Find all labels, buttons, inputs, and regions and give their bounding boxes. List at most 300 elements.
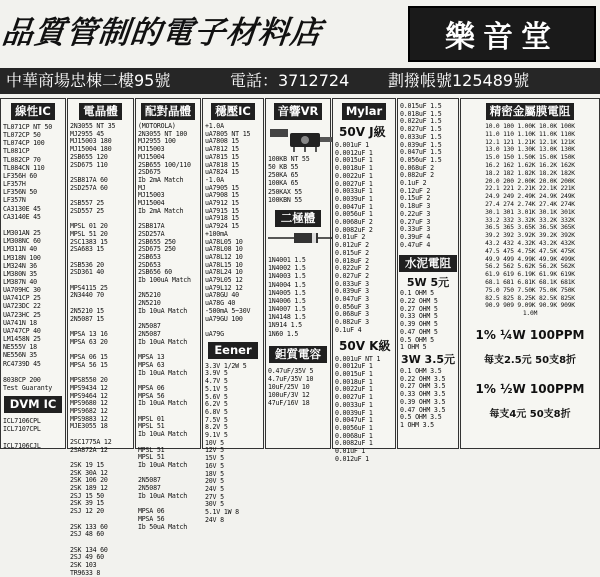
list-item: Ib 10uA Match [138, 460, 188, 469]
list-item: MPSL 01 [138, 414, 165, 423]
list-item: 2SD257A 60 [70, 183, 108, 192]
list-item: 2SJ 15 50 [70, 491, 104, 500]
list-item: uA7818 15 [205, 160, 239, 169]
list-item: 2SK 189 12 [70, 484, 108, 493]
list-item: uA7905 15 [205, 183, 239, 192]
list-item: 0.18uF 3 [400, 202, 431, 211]
list-item: 0.0068uF 1 [335, 431, 373, 440]
list-item: uA7808 15 [205, 137, 239, 146]
list-item: NE555V 18 [3, 343, 37, 352]
list-item: 0.0027uF 1 [335, 393, 373, 402]
list-item: 2N3440 70 [70, 291, 104, 300]
list-item: Ib 10uA Match [138, 368, 188, 377]
list-item: 1N914 1.5 [268, 321, 302, 330]
column-regulator [202, 98, 264, 524]
list-item: 0.0082uF 1 [335, 439, 373, 448]
matched-list [136, 123, 200, 531]
list-item: +1.0A [205, 122, 224, 130]
list-item: 0.033uF 1.5 [400, 132, 442, 141]
list-item: 100uF/3V 12 [268, 391, 310, 400]
resistor-header: 精密金屬膜電阻 [486, 103, 575, 120]
list-item: 12.1 121 1.21K 12.1K 121K [485, 138, 575, 146]
list-item: 0.0039uF 1 [335, 408, 373, 417]
list-item: 3.9V 5 [205, 369, 228, 378]
column-pot [265, 98, 331, 449]
list-item: 100KA 65 [268, 179, 299, 188]
list-item: 2SB653 [138, 252, 161, 261]
list-item: 8.2V 5 [205, 423, 228, 432]
list-item: 0.082uF 3 [335, 318, 369, 327]
list-item: 2N3055 NT 100 [138, 129, 188, 138]
resistor-spec-quarter-watt: 1% ¼W 100PPM [475, 327, 585, 342]
list-item: uA78L12 10 [205, 252, 243, 261]
list-item: 2N5087 [138, 322, 161, 331]
list-item: 0.012uF 1 [335, 454, 369, 463]
list-item: 0.1 OHM 3.5 [400, 366, 442, 375]
list-item: NE556N 35 [3, 351, 37, 360]
list-item: 0.33uF 3 [400, 225, 431, 234]
list-item: uA78L08 10 [205, 245, 243, 254]
list-item: Ib 10uA Match [138, 337, 188, 346]
cement-5w-list [398, 290, 458, 352]
list-item: 24V 5 [205, 484, 224, 493]
list-item: 1N4005 1.5 [268, 288, 306, 297]
list-item: uA7805 NT 15 [205, 129, 251, 138]
list-item [3, 221, 63, 229]
list-item: uA7908 15 [205, 191, 239, 200]
list-item: 0.47uF/35V 5 [268, 366, 314, 375]
list-item: 2SJ 49 60 [70, 553, 104, 562]
list-item: 56.2 562 5.62K 56.2K 562K [485, 263, 575, 271]
list-item: 18V 5 [205, 469, 224, 478]
list-item: 1N4003 1.5 [268, 272, 306, 281]
list-item: 10V 5 [205, 438, 224, 447]
list-item: 18.2 182 1.82K 18.2K 182K [485, 169, 575, 177]
list-item: 2SD675 110 [70, 160, 108, 169]
list-item: MPS8550 20 [70, 376, 108, 385]
zener-header: Eener [208, 342, 257, 359]
list-item: 27V 5 [205, 492, 224, 501]
column-resistor [460, 98, 600, 449]
list-item: 6.2V 5 [205, 400, 228, 409]
list-item: 36.5 365 3.65K 36.5K 365K [485, 224, 575, 232]
list-item: MPS9682 12 [70, 407, 108, 416]
list-item: 0.47 OHM 3.5 [400, 405, 446, 414]
list-item: MPSL 51 20 [70, 229, 108, 238]
list-item: 0.068uF 2 [400, 163, 434, 172]
list-item: 47uF/16V 18 [268, 399, 310, 408]
list-item: 61.9 619 6.19K 61.9K 619K [485, 271, 575, 279]
list-item: TL084CN 110 [3, 163, 45, 172]
list-item: MPSL 01 20 [70, 222, 108, 231]
list-item: UA741N 18 [3, 318, 37, 327]
list-item: TL074CP 100 [3, 139, 45, 148]
list-item: 2SD361 40 [70, 268, 104, 277]
list-item: uA7912 15 [205, 199, 239, 208]
column-mylar [332, 98, 396, 463]
list-item: CA3130E 45 [3, 204, 41, 213]
list-item: MPSL 51 [138, 453, 165, 462]
list-item: 30.1 301 3.01K 30.1K 301K [485, 208, 575, 216]
list-item: 0.056uF 1.5 [400, 155, 442, 164]
list-item: UA723DC 22 [3, 302, 41, 311]
list-item: TL081CP [3, 147, 30, 156]
list-item: 1N4004 1.5 [268, 280, 306, 289]
list-item: 0.0033uF 1 [335, 187, 373, 196]
list-item: 0.27uF 3 [400, 217, 431, 226]
list-item: 2N5210 [138, 291, 161, 300]
list-item: 0.0015uF 1 [335, 156, 373, 165]
list-item: 0.0012uF 1 [335, 148, 373, 157]
list-item: 0.0068uF 2 [335, 218, 373, 227]
column-mylar-cement [397, 98, 459, 449]
list-item: RC4739D 45 [3, 359, 41, 368]
list-item: MJ2955 100 [138, 137, 176, 146]
column-matched [135, 98, 201, 531]
list-item: 90.9 909 9.09K 90.9K 909K [485, 302, 575, 310]
list-item [268, 248, 328, 256]
list-item: 0.33 OHM 3.5 [400, 390, 446, 399]
list-item: LM380N 35 [3, 269, 37, 278]
list-item: 0.0082uF 2 [335, 225, 373, 234]
list-item: 2SC1775A 12 [70, 437, 112, 446]
brand-name: 樂音堂 [445, 20, 559, 55]
list-item: 0.1uF 4 [335, 325, 362, 334]
list-item: -500mA 5~30V [205, 306, 251, 315]
resistor-price-half-watt: 每支4元 50支8折 [489, 408, 571, 420]
list-item: 75.0 750 7.50K 75.0K 750K [485, 286, 575, 294]
list-item: LM311N 40 [3, 245, 37, 254]
list-item: 0.0047uF 1 [335, 416, 373, 425]
list-item: 0.012uF 2 [335, 241, 369, 250]
list-item: 0.12uF 2 [400, 186, 431, 195]
dvm-ic-header: DVM IC [4, 396, 63, 413]
regulator-header: 穩壓IC [211, 103, 255, 120]
list-item: TR9633 8 [70, 568, 101, 577]
list-item: 2SA872A 12 [70, 445, 108, 454]
cement-3w-spec: 3W 3.5元 [400, 352, 456, 366]
list-item: MPS9434 12 [70, 383, 108, 392]
mylar-k-list [333, 356, 395, 464]
mylar2-list [398, 99, 458, 249]
list-item: 0.0022uF 1 [335, 385, 373, 394]
list-item: 0.0018uF 1 [335, 377, 373, 386]
list-item: 0.0015uF 1 [335, 369, 373, 378]
list-item: 0.22 OHM 5 [400, 297, 438, 306]
list-item: Ib 10uA Match [138, 491, 188, 500]
cement-header: 水泥電阻 [399, 255, 457, 272]
list-item: 2N5087 [138, 484, 161, 493]
list-item: MJ [138, 183, 146, 192]
resistor-price-quarter-watt: 每支2.5元 50支8折 [483, 354, 577, 366]
list-item: uA78L24 10 [205, 268, 243, 277]
list-item: uA7918 15 [205, 214, 239, 223]
list-item: MJ15004 [138, 199, 165, 208]
list-item: MPSL 51 [138, 422, 165, 431]
list-item: TL082CP 70 [3, 155, 41, 164]
list-item: MJE3055 18 [70, 422, 108, 431]
list-item: 2SD675 250 [138, 245, 176, 254]
list-item: MPSA 56 [138, 391, 165, 400]
list-item: ICL7106CPL [3, 417, 41, 426]
list-item: LF357H [3, 180, 26, 189]
list-item: LM308NC 60 [3, 237, 41, 246]
list-item: MPSA 06 15 [70, 353, 108, 362]
list-item: uA79GU 100 [205, 314, 243, 323]
tantalum-list [266, 367, 330, 408]
list-item: 0.0033uF 1 [335, 400, 373, 409]
list-item: CA3140E 45 [3, 212, 41, 221]
list-item: 3.3V 1/2W 5 [205, 361, 247, 370]
store-phone: 電話：3712724 [230, 71, 350, 90]
list-item: uA7815 15 [205, 152, 239, 161]
list-item: 27.4 274 2.74K 27.4K 274K [485, 200, 575, 208]
list-item: 2N5087 [138, 476, 161, 485]
list-item: 16V 5 [205, 461, 224, 470]
list-item: 0.082uF 2 [400, 171, 434, 180]
list-item: ICL7107CPL [3, 425, 41, 434]
list-item: 2SK 19 15 [70, 460, 104, 469]
list-item: 0.0047uF 1 [335, 202, 373, 211]
list-item: 39.2 392 3.92K 39.2K 392K [485, 232, 575, 240]
list-item: UA747CP 40 [3, 326, 41, 335]
list-item: 2SK 133 60 [70, 522, 108, 531]
list-item: 2SB655 120 [70, 152, 108, 161]
list-item: Ib 50uA Match [138, 522, 188, 531]
list-item: LM301AN 25 [3, 229, 41, 238]
list-item: MPSA 63 20 [70, 337, 108, 346]
list-item: 0.22uF 3 [400, 209, 431, 218]
list-item: MPSA 06 [138, 507, 165, 516]
list-item: uA78L15 10 [205, 260, 243, 269]
list-item: LM1458N 25 [3, 335, 41, 344]
list-item: 82.5 825 8.25K 82.5K 825K [485, 294, 575, 302]
list-item: Ib 2mA Match [138, 175, 184, 184]
list-item: 24V 8 [205, 515, 224, 524]
list-item: Test Guaranty [3, 384, 53, 392]
list-item: LM318N 100 [3, 253, 41, 262]
list-item: uA78G 40 [205, 299, 236, 308]
list-item: 30V 5 [205, 500, 224, 509]
list-item: 2N3055 NT 35 [70, 122, 116, 130]
list-item: 2SC1383 15 [70, 237, 108, 246]
list-item: 100KB NT 55 [268, 155, 310, 163]
list-item: 0.0056uF 1 [335, 423, 373, 432]
list-item: LF356H 60 [3, 171, 37, 180]
list-item: uA78L05 10 [205, 237, 243, 246]
list-item: TL072CP 50 [3, 131, 41, 140]
list-item: MJ15003 180 [70, 137, 112, 146]
list-item: 0.39uF 4 [400, 232, 431, 241]
list-item: 22.1 221 2.21K 22.1K 221K [485, 185, 575, 193]
tantalum-header: 鉭質電容 [269, 346, 327, 363]
linear-ic-list [1, 123, 65, 392]
diode-header: 二極體 [275, 210, 322, 227]
list-item: 2N5087 [138, 329, 161, 338]
list-item: 0.1 OHM 5 [400, 289, 434, 298]
list-item: 10.0 100 1.00K 10.0K 100K [485, 123, 575, 130]
mylar-header: Mylar [342, 103, 386, 120]
list-item: LF357N [3, 196, 26, 205]
list-item: 0.001uF 1 [335, 141, 369, 149]
list-item: 2SJ 12 20 [70, 507, 104, 516]
list-item: 8038CP 200 [3, 375, 41, 384]
list-item: 1 OHM 3.5 [400, 420, 434, 429]
list-item: 2SK 39 15 [70, 499, 104, 508]
list-item: 0.047uF 3 [335, 295, 369, 304]
list-item: MJ2955 45 [70, 129, 104, 138]
list-item: 0.01uF 1 [335, 447, 366, 456]
mylar-grade-k: 50V K級 [339, 338, 391, 353]
list-item: 0.15uF 2 [400, 194, 431, 203]
list-item: 2SB655 100/110 [138, 160, 191, 169]
list-item: 4.7uF/35V 10 [268, 374, 314, 383]
store-address: 中華商場忠棟二樓95號 [6, 71, 171, 90]
list-item: 0.39 OHM 3.5 [400, 397, 446, 406]
list-item [3, 433, 63, 441]
list-item: 2SD557 25 [70, 206, 104, 215]
list-item: LM324N 36 [3, 261, 37, 270]
list-item: 1N4001 1.5 [268, 256, 306, 265]
pot-header: 音響VR [274, 103, 323, 120]
list-item: 0.0018uF 1 [335, 164, 373, 173]
list-item: MJ15004 [138, 152, 165, 161]
list-item: MPSA 56 [138, 514, 165, 523]
list-item: MPSA 63 [138, 360, 165, 369]
resistor-spec-half-watt: 1% ½W 100PPM [475, 381, 585, 396]
list-item: uA78GU 40 [205, 291, 239, 300]
list-item: -1.0A [205, 175, 224, 184]
list-item: 5.1V 1W 8 [205, 508, 239, 517]
list-item: +100mA [205, 229, 228, 238]
list-item: Ib 10uA Match [138, 306, 188, 315]
list-item: 0.0039uF 1 [335, 194, 373, 203]
list-item: 4.7V 5 [205, 377, 228, 386]
transistor-header: 電晶體 [79, 103, 122, 120]
list-item: 2N5087 15 [70, 314, 104, 323]
list-item: 2SB655 250 [138, 237, 176, 246]
list-item: 0.033uF 3 [335, 279, 369, 288]
list-item: 12V 5 [205, 446, 224, 455]
list-item: 0.22 OHM 3.5 [400, 374, 446, 383]
store-title: 品質管制的電子材料店 [0, 15, 324, 51]
list-item: LM387N 40 [3, 277, 37, 286]
list-item: 0.022uF 1.5 [400, 117, 442, 126]
list-item: MJ15003 [138, 191, 165, 200]
list-item: 33.2 332 3.32K 33.2K 332K [485, 216, 575, 224]
list-item: 20.0 200 2.00K 20.0K 200K [485, 177, 575, 185]
list-item: MJ15003 [138, 145, 165, 154]
column-linear-ic [0, 98, 66, 449]
list-item: 1N4002 1.5 [268, 264, 306, 273]
list-item: 0.056uF 3 [335, 302, 369, 311]
list-item: 250KAX 55 [268, 187, 302, 196]
list-item: 68.1 681 6.81K 68.1K 681K [485, 278, 575, 286]
list-item: MPSA 06 [138, 383, 165, 392]
list-item: 0.5 OHM 3.5 [400, 413, 442, 422]
list-item: MPS4115 25 [70, 283, 108, 292]
list-item: 5.1V 5 [205, 384, 228, 393]
cement-3w-list [398, 368, 458, 430]
list-item: 0.47uF 4 [400, 240, 431, 249]
list-item: 2SD257A [138, 229, 165, 238]
list-item: Ib 10uA Match [138, 430, 188, 439]
list-item: 0.018uF 1.5 [400, 109, 442, 118]
list-item: 50 KB 55 [268, 163, 299, 172]
list-item: MPSA 13 16 [70, 329, 108, 338]
list-item: 9.1V 5 [205, 431, 228, 440]
list-item: 0.27 OHM 5 [400, 304, 438, 313]
list-item: 47.5 475 4.75K 47.5K 475K [485, 247, 575, 255]
linear-ic-header: 線性IC [11, 103, 55, 120]
list-item: uA79G [205, 329, 224, 338]
list-item: 1 OHM 5 [400, 343, 427, 352]
list-item: UA741CP 25 [3, 294, 41, 303]
column-transistor [67, 98, 134, 577]
mylar-j-list [333, 142, 395, 335]
list-item: 0.039uF 1.5 [400, 140, 442, 149]
list-item: 0.039uF 3 [335, 287, 369, 296]
list-item: MPS9464 12 [70, 391, 108, 400]
list-item: MPSA 56 15 [70, 360, 108, 369]
list-item: (MOTOROLA) [138, 122, 176, 130]
list-item: 2SK 30A 12 [70, 468, 108, 477]
list-item: 0.0022uF 1 [335, 171, 373, 180]
list-item: 2SB536 20 [70, 260, 104, 269]
list-item: 2SK 134 60 [70, 545, 108, 554]
list-item: 0.001uF NT 1 [335, 354, 381, 363]
list-item: 24.9 249 2.49K 24.9K 249K [485, 193, 575, 201]
list-item: 0.015uF 2 [335, 248, 369, 257]
list-item: 16.2 162 1.62K 16.2K 162K [485, 161, 575, 169]
list-item: 0.022uF 2 [335, 264, 369, 273]
list-item: 2SB817A [138, 222, 165, 231]
list-item: 0.01uF 2 [335, 233, 366, 242]
list-item: UA723HC 25 [3, 310, 41, 319]
list-item: 1N4148 1.5 [268, 313, 306, 322]
list-item: LF356N 50 [3, 188, 37, 197]
diode-list [266, 248, 330, 338]
list-item: 0.33 OHM 5 [400, 312, 438, 321]
list-item: 100KBN 55 [268, 195, 302, 204]
list-item: 0.27 OHM 3.5 [400, 382, 446, 391]
list-item: 15V 5 [205, 454, 224, 463]
list-item: uA79L05 12 [205, 276, 243, 285]
list-item: 2SB817A 60 [70, 175, 108, 184]
list-item: 0.018uF 2 [335, 256, 369, 265]
list-item: MPS9680 12 [70, 399, 108, 408]
list-item: 20V 5 [205, 477, 224, 486]
list-item: 250KA 65 [268, 171, 299, 180]
list-item: 0.047uF 1.5 [400, 148, 442, 157]
list-item: Ib 10uA Match [138, 399, 188, 408]
list-item: uA7915 15 [205, 206, 239, 215]
list-item: MPS9883 12 [70, 414, 108, 423]
matched-header: 配對晶體 [141, 103, 195, 120]
list-item: uA7812 15 [205, 145, 239, 154]
list-item: 49.9 499 4.99K 49.9K 499K [485, 255, 575, 263]
list-item: MPSA 13 [138, 353, 165, 362]
list-item: 7.5V 5 [205, 415, 228, 424]
list-item: 0.0012uF 1 [335, 362, 373, 371]
list-item: 0.5 OHM 5 [400, 335, 434, 344]
list-item: 1N60 1.5 [268, 329, 299, 338]
list-item: MJ15004 180 [70, 145, 112, 154]
list-item: 1N4007 1.5 [268, 305, 306, 314]
dvm-ic-list [1, 417, 65, 450]
list-item: 2SK 106 20 [70, 476, 108, 485]
list-item: uA7824 15 [205, 168, 239, 177]
